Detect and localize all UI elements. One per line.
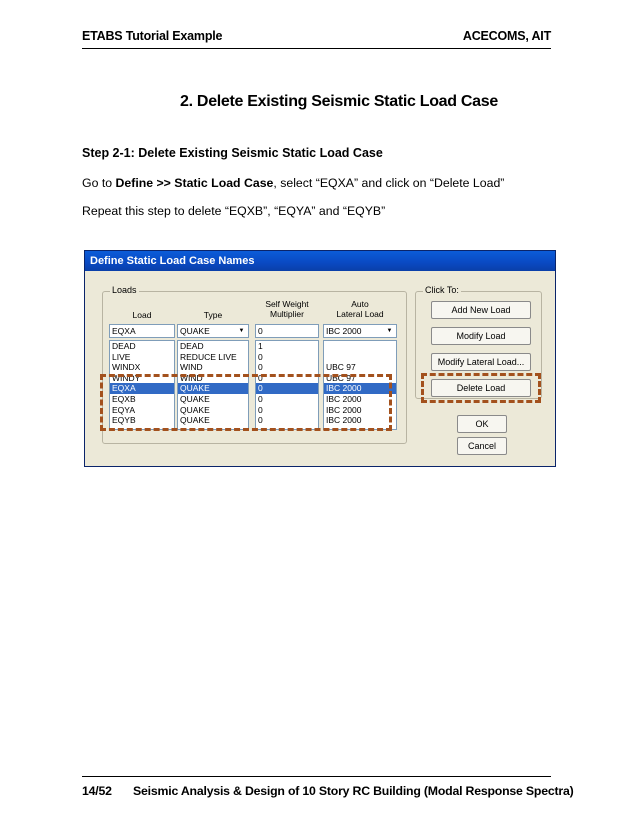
list-item[interactable]: WIND bbox=[180, 362, 203, 373]
modify-load-button[interactable]: Modify Load bbox=[431, 327, 531, 345]
list-item[interactable]: EQYB bbox=[112, 415, 136, 426]
dropdown-arrow-icon[interactable]: ▼ bbox=[386, 328, 393, 334]
list-item[interactable]: 0 bbox=[256, 383, 318, 394]
list-item[interactable]: DEAD bbox=[180, 341, 204, 351]
add-new-load-button[interactable]: Add New Load bbox=[431, 301, 531, 319]
list-item[interactable]: EQXA bbox=[110, 383, 174, 394]
instruction-paragraph bbox=[82, 176, 504, 190]
header-right: ACECOMS, AIT bbox=[462, 29, 551, 43]
page-number: 14/52 bbox=[82, 784, 112, 798]
list-item[interactable]: 0 bbox=[258, 415, 263, 426]
lateral-load-select[interactable] bbox=[323, 324, 397, 338]
list-item[interactable]: QUAKE bbox=[178, 383, 248, 394]
cancel-button[interactable]: Cancel bbox=[457, 437, 507, 455]
list-item[interactable]: LIVE bbox=[112, 351, 131, 362]
instruction-post: , select “EQXA” and click on “Delete Load” bbox=[273, 176, 505, 190]
list-item[interactable]: DEAD bbox=[112, 341, 136, 351]
click-to-group-label: Click To: bbox=[425, 285, 459, 295]
section-title: 2. Delete Existing Seismic Static Load Case bbox=[180, 93, 498, 110]
list-item[interactable]: UBC 97 bbox=[326, 362, 356, 373]
list-item[interactable]: 1 bbox=[258, 341, 263, 351]
dialog-title: Define Static Load Case Names bbox=[85, 251, 555, 271]
instruction-menu-path: Define >> Static Load Case bbox=[115, 176, 274, 190]
self-weight-header-line2: Multiplier bbox=[269, 309, 304, 319]
list-item[interactable]: REDUCE LIVE bbox=[180, 351, 237, 362]
list-item[interactable]: 0 bbox=[258, 351, 263, 362]
header-rule bbox=[82, 48, 551, 49]
header-left: ETABS Tutorial Example bbox=[82, 29, 223, 43]
type-select-value: QUAKE bbox=[180, 326, 210, 336]
delete-button-highlight bbox=[421, 373, 541, 403]
loads-group-label: Loads bbox=[112, 285, 137, 295]
load-column-header: Load bbox=[132, 310, 152, 320]
auto-lateral-header bbox=[323, 299, 397, 319]
list-item[interactable]: QUAKE bbox=[180, 415, 210, 426]
list-item[interactable]: EQXB bbox=[112, 393, 136, 404]
footer-title: Seismic Analysis & Design of 10 Story RC Building (Modal Response Spectra) bbox=[133, 784, 574, 798]
modify-lateral-load-button[interactable]: Modify Lateral Load... bbox=[431, 353, 531, 371]
dropdown-arrow-icon[interactable]: ▼ bbox=[238, 328, 245, 334]
self-weight-header-line1: Self Weight bbox=[265, 299, 309, 309]
delete-load-button[interactable]: Delete Load bbox=[431, 379, 531, 397]
lateral-select-value: IBC 2000 bbox=[326, 326, 362, 336]
step-heading: Step 2-1: Delete Existing Seismic Static Load Case bbox=[82, 146, 383, 160]
list-item[interactable]: WINDX bbox=[112, 362, 141, 373]
quake-rows-highlight bbox=[100, 374, 392, 431]
list-item[interactable]: QUAKE bbox=[180, 404, 210, 415]
ok-button[interactable]: OK bbox=[457, 415, 507, 433]
multiplier-input[interactable]: 0 bbox=[255, 324, 319, 338]
footer-rule bbox=[82, 776, 551, 777]
list-item[interactable] bbox=[324, 352, 396, 363]
list-item[interactable]: 0 bbox=[258, 393, 263, 404]
type-select[interactable] bbox=[177, 324, 249, 338]
list-item[interactable]: WINDY bbox=[112, 372, 141, 383]
auto-lateral-header-line1: Auto bbox=[351, 299, 369, 309]
list-item[interactable]: UBC 97 bbox=[326, 372, 356, 383]
self-weight-header bbox=[253, 299, 321, 319]
load-name-input[interactable]: EQXA bbox=[109, 324, 175, 338]
list-item[interactable]: QUAKE bbox=[180, 393, 210, 404]
list-item[interactable]: 0 bbox=[258, 362, 263, 373]
list-item[interactable]: 0 bbox=[258, 372, 263, 383]
instruction-pre: Go to bbox=[82, 176, 116, 190]
define-static-load-dialog bbox=[84, 250, 556, 467]
list-item[interactable]: IBC 2000 bbox=[326, 415, 362, 426]
type-column-header: Type bbox=[203, 310, 223, 320]
list-item[interactable]: EQYA bbox=[112, 404, 135, 415]
list-item[interactable] bbox=[324, 341, 396, 352]
list-item[interactable]: WIND bbox=[180, 372, 203, 383]
list-item[interactable]: IBC 2000 bbox=[324, 383, 396, 394]
list-item[interactable]: IBC 2000 bbox=[326, 393, 362, 404]
list-item[interactable]: IBC 2000 bbox=[326, 404, 362, 415]
repeat-paragraph: Repeat this step to delete “EQXB”, “EQYA” and “EQYB” bbox=[82, 204, 386, 218]
list-item[interactable]: 0 bbox=[258, 404, 263, 415]
auto-lateral-header-line2: Lateral Load bbox=[336, 309, 384, 319]
